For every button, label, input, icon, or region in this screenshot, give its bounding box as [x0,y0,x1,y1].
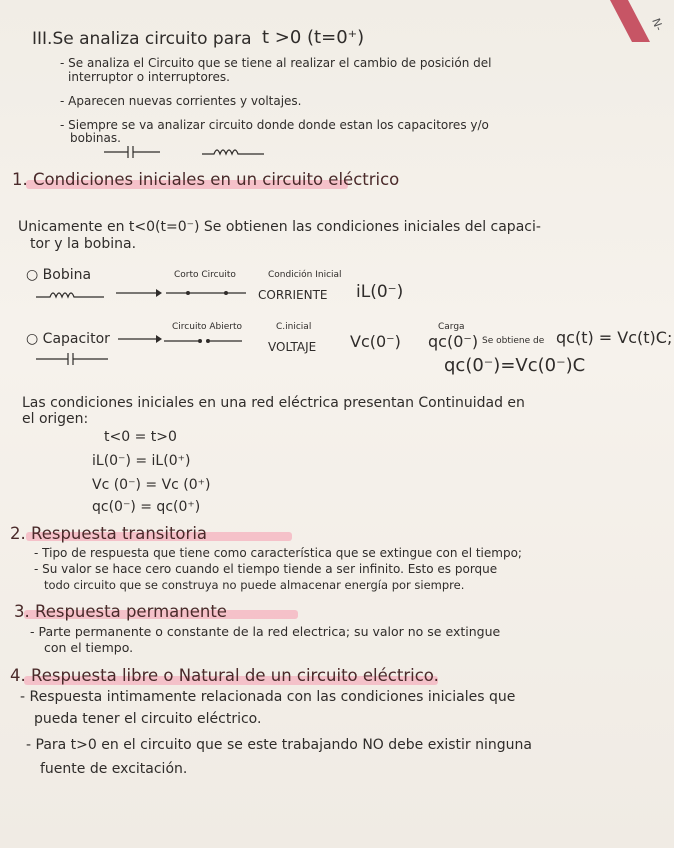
s2-bullet-2b: todo circuito que se construya no puede almacenar energía por siempre. [44,578,465,592]
s2-bullet-1: - Tipo de respuesta que tiene como característica que se extingue con el tiempo; [34,546,522,560]
capacitor-symbol-icon-2 [34,352,112,366]
corner-tab-icon [610,0,670,42]
eq-1: t<0 = t>0 [104,429,177,445]
capacitor-label: ○ Capacitor [26,331,110,347]
formula-1: qc(t) = Vc(t)C; [556,328,673,347]
arrow-icon [116,288,162,298]
part3-heading: III.Se analiza circuito para [32,29,252,49]
bobina-label: ○ Bobina [26,267,92,283]
s1-paragraph-2: Las condiciones iniciales en una red eléctrica presentan Continuidad en [22,395,525,411]
open-circuit-icon [164,336,244,346]
voltaje-label: VOLTAJE [268,340,317,354]
corner-text: N- [649,16,666,33]
arrow-icon-2 [118,334,162,344]
s2-bullet-2: - Su valor se hace cero cuando el tiempo tiende a ser infinito. Esto es porque [34,562,498,576]
short-circuit-icon [166,288,248,298]
capacitor-symbol-icon [102,144,162,160]
corto-circuito-label: Corto Circuito [174,270,236,280]
qc0-value: qc(0⁻) [428,332,479,351]
section3-title: 3. Respuesta permanente [14,602,227,621]
formula-2: qc(0⁻)=Vc(0⁻)C [444,355,586,376]
se-obtiene-label: Se obtiene de [482,336,545,346]
s4-bullet-1b: pueda tener el circuito eléctrico. [34,711,262,727]
vc0-value: Vc(0⁻) [350,332,401,351]
condicion-inicial-label: Condición Inicial [268,270,342,280]
s3-bullet-1b: con el tiempo. [44,640,134,655]
s1-paragraph-2b: el origen: [22,411,89,427]
section4-title: 4. Respuesta libre o Natural de un circuito eléctrico. [10,666,439,685]
part3-bullet-2: - Aparecen nuevas corrientes y voltajes. [60,94,302,108]
il0-value: iL(0⁻) [356,282,404,302]
carga-label: Carga [438,322,465,332]
section1-title: 1. Condiciones iniciales en un circuito eléctrico [12,170,400,189]
part3-heading-condition: t >0 (t=0⁺) [262,27,365,48]
circuito-abierto-label: Circuito Abierto [172,322,242,332]
eq-4: qc(0⁻) = qc(0⁺) [92,499,201,515]
eq-2: iL(0⁻) = iL(0⁺) [92,453,191,469]
c-inicial-label: C.inicial [276,322,312,332]
bobina-symbol-icon [34,288,108,302]
part3-bullet-3: - Siempre se va analizar circuito donde donde estan los capacitores y/o [60,118,489,132]
part3-bullet-3b: bobinas. [70,131,121,145]
s1-paragraph-1b: tor y la bobina. [30,236,137,252]
s3-bullet-1: - Parte permanente o constante de la red electrica; su valor no se extingue [30,624,501,639]
eq-3: Vc (0⁻) = Vc (0⁺) [92,477,211,493]
s4-bullet-2: - Para t>0 en el circuito que se este trabajando NO debe existir ninguna [26,737,532,753]
part3-bullet-1b: interruptor o interruptores. [68,70,230,84]
part3-bullet-1: - Se analiza el Circuito que se tiene al realizar el cambio de posición del [60,56,492,70]
inductor-symbol-icon [200,144,266,160]
section2-title: 2. Respuesta transitoria [10,524,208,543]
corriente-label: CORRIENTE [258,288,328,302]
s1-paragraph-1: Unicamente en t<0(t=0⁻) Se obtienen las condiciones iniciales del capaci- [18,219,541,235]
s4-bullet-1: - Respuesta intimamente relacionada con las condiciones iniciales que [20,689,516,705]
s4-bullet-2b: fuente de excitación. [40,761,188,777]
